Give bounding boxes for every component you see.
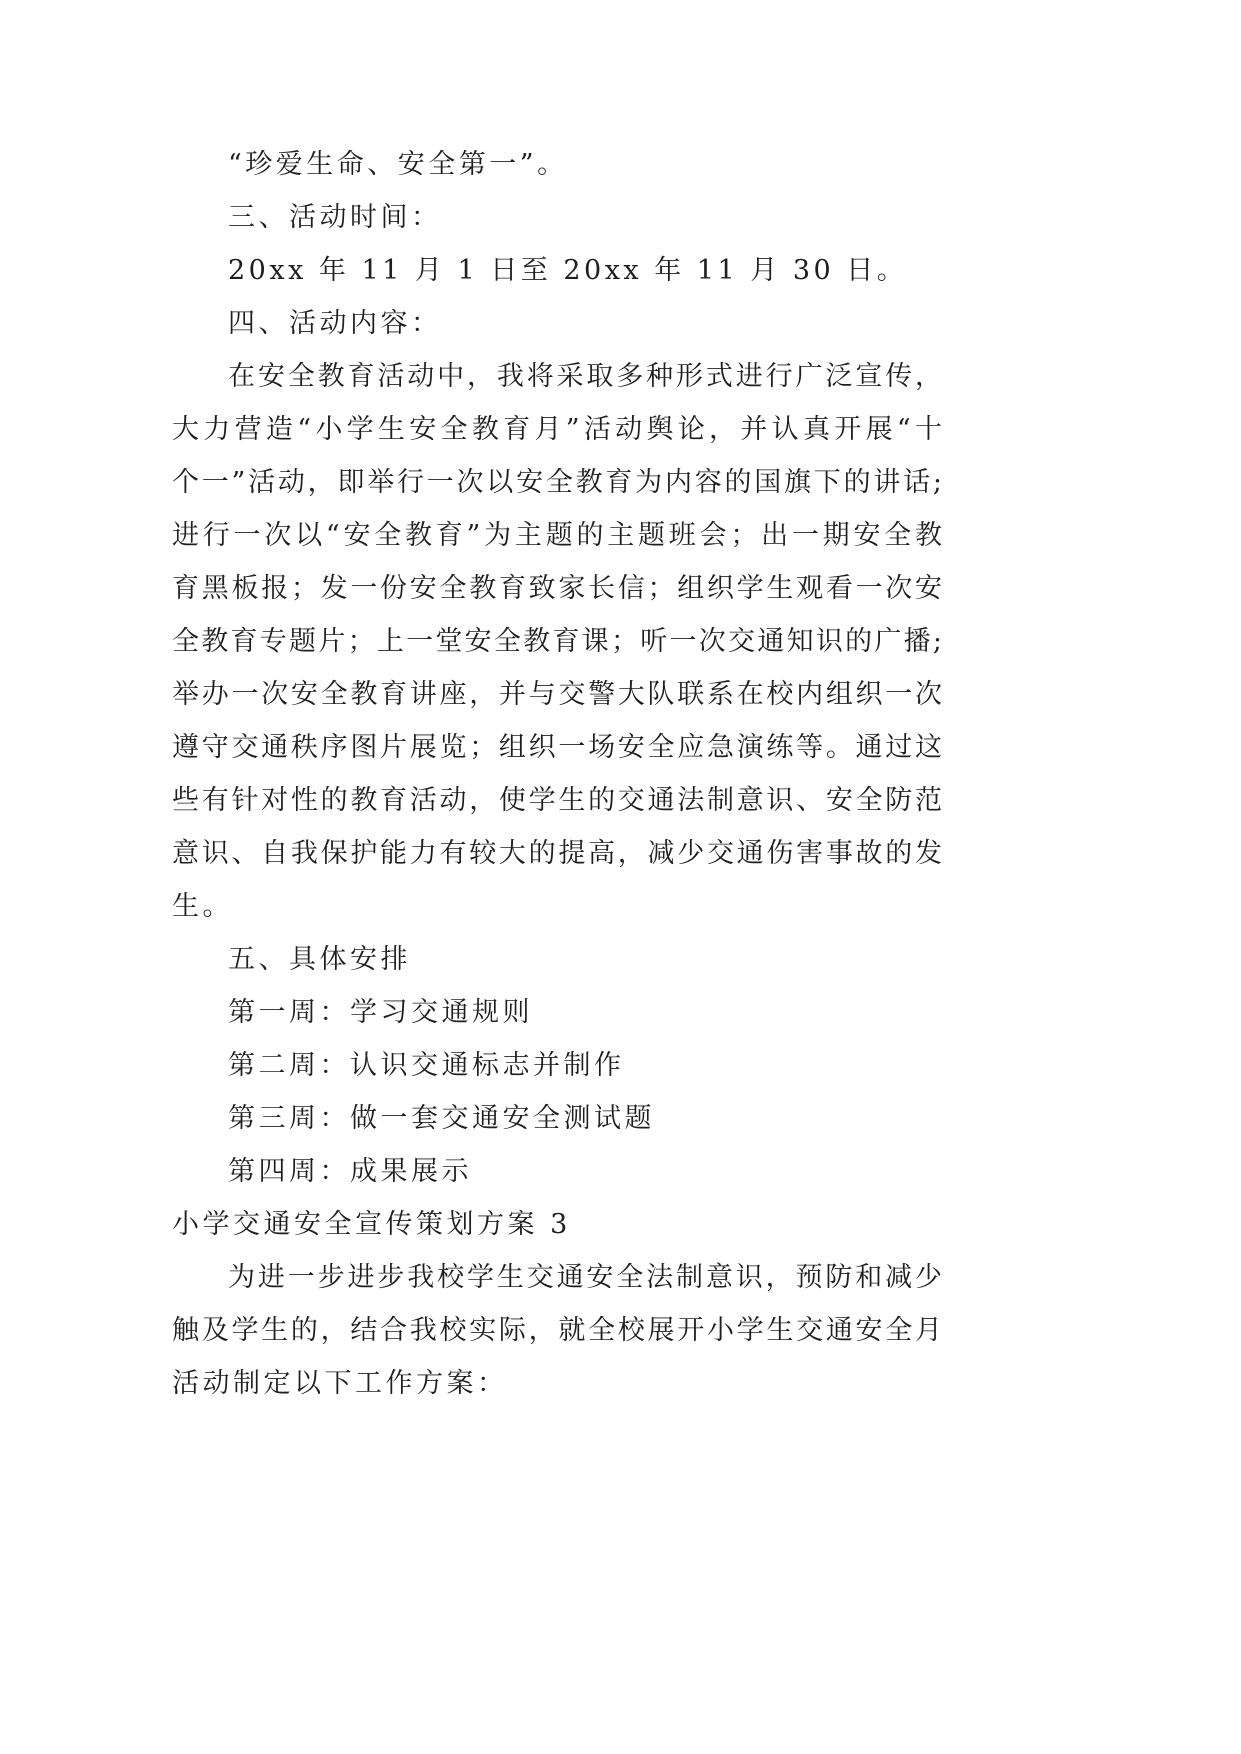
plan-intro-line: 活动制定以下工作方案： [172,1368,508,1399]
content-paragraph-line: 育黑板报；发一份安全教育致家长信；组织学生观看一次安 [172,573,942,604]
plan-intro-line: 触及学生的，结合我校实际，就全校展开小学生交通安全月 [172,1315,942,1346]
schedule-week-1: 第一周：学习交通规则 [228,997,533,1028]
content-paragraph-line: 大力营造“小学生安全教育月”活动舆论，并认真开展“十 [172,414,942,445]
content-paragraph-line: 生。 [172,891,233,922]
activity-date-range: 20xx 年 11 月 1 日至 20xx 年 11 月 30 日。 [228,255,908,286]
schedule-week-4: 第四周：成果展示 [228,1156,472,1187]
content-paragraph-line: 在安全教育活动中，我将采取多种形式进行广泛宣传， [228,361,942,392]
content-paragraph-line: 个一”活动，即举行一次以安全教育为内容的国旗下的讲话; [172,467,942,498]
plan-title: 小学交通安全宣传策划方案 3 [172,1209,571,1240]
content-paragraph-line: 进行一次以“安全教育”为主题的主题班会；出一期安全教 [172,520,942,551]
slogan-line: “珍爱生命、安全第一”。 [228,149,568,180]
schedule-week-2: 第二周：认识交通标志并制作 [228,1050,625,1081]
plan-intro-line: 为进一步进步我校学生交通安全法制意识，预防和减少 [228,1262,942,1293]
section-heading-activity-time: 三、活动时间： [228,202,442,233]
content-paragraph-line: 举办一次安全教育讲座，并与交警大队联系在校内组织一次 [172,679,942,710]
content-paragraph-line: 全教育专题片；上一堂安全教育课；听一次交通知识的广播; [172,626,942,657]
content-paragraph-line: 些有针对性的教育活动，使学生的交通法制意识、安全防范 [172,785,942,816]
section-heading-arrangement: 五、具体安排 [228,944,411,975]
section-heading-activity-content: 四、活动内容： [228,308,442,339]
schedule-week-3: 第三周：做一套交通安全测试题 [228,1103,655,1134]
content-paragraph-line: 意识、自我保护能力有较大的提高，减少交通伤害事故的发 [172,838,942,869]
content-paragraph-line: 遵守交通秩序图片展览；组织一场安全应急演练等。通过这 [172,732,942,763]
